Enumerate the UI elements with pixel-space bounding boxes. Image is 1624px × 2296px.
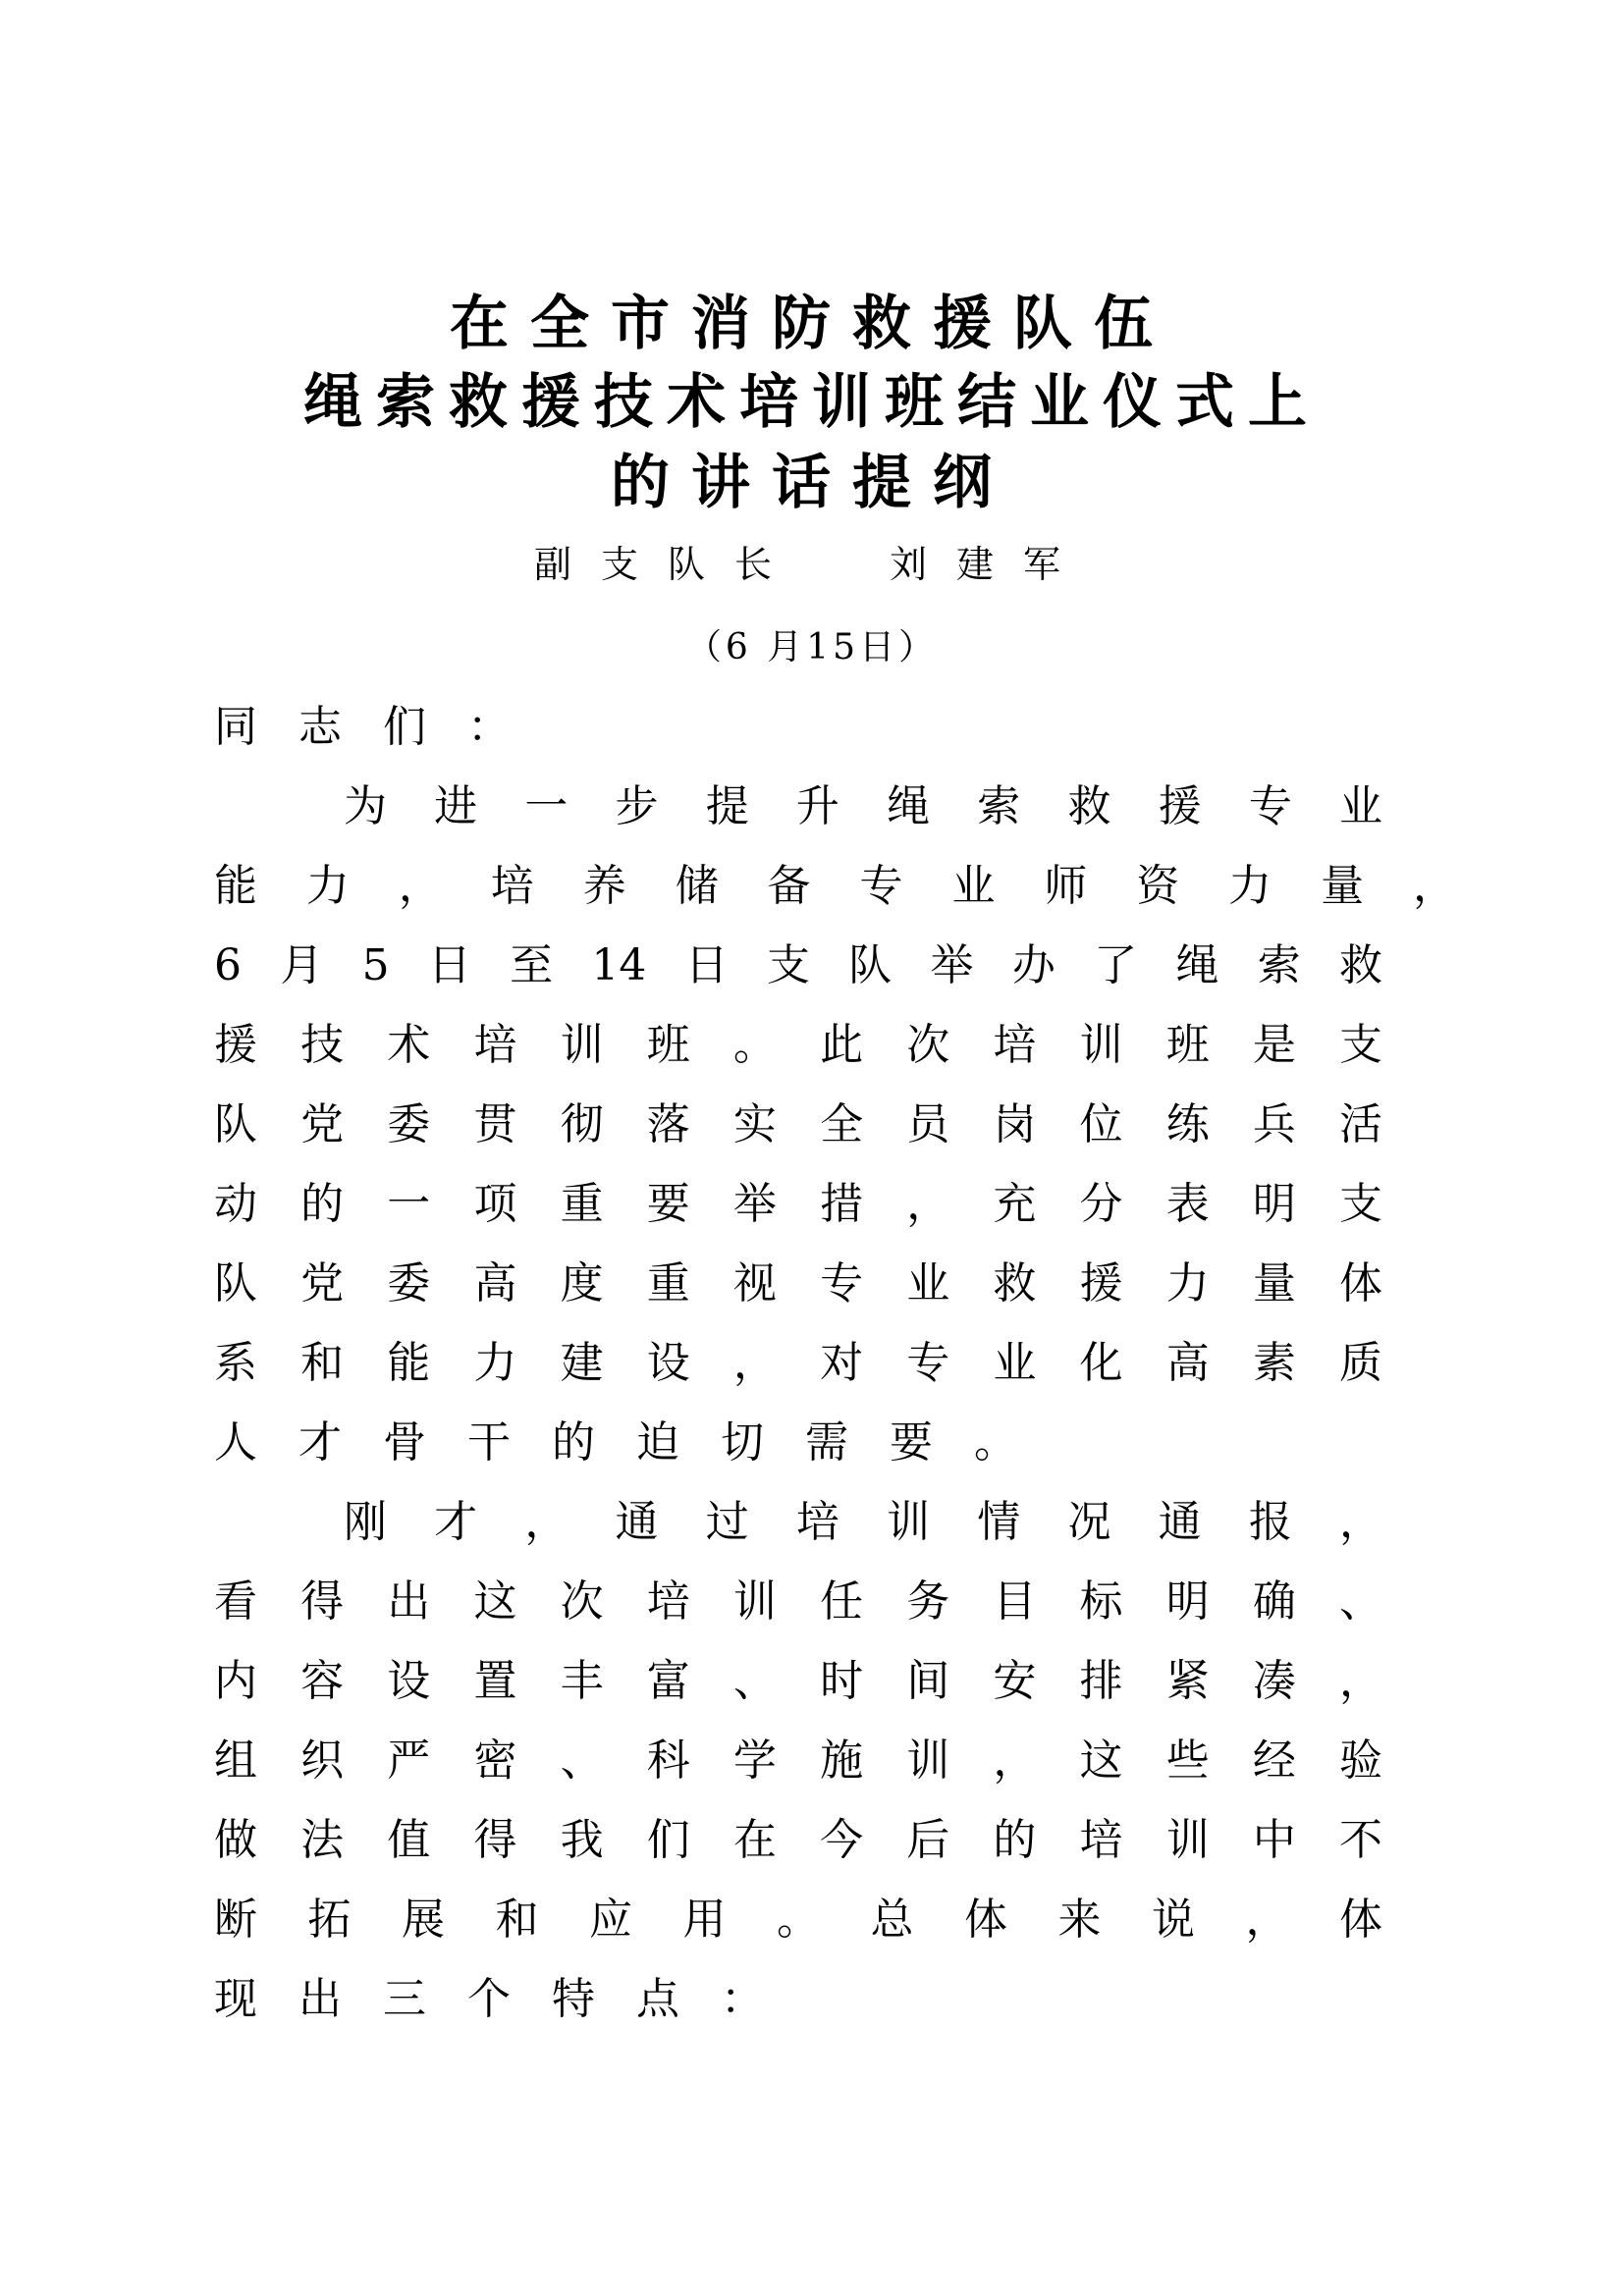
greeting: 同志们： [214, 702, 552, 752]
body-line: 系和能力建设，对专业化高素质 [214, 1338, 1382, 1388]
body-line: 动的一项重要举措，充分表明支 [214, 1179, 1382, 1229]
speaker-byline [0, 540, 1624, 589]
body-line: 为进一步提升绳索救援专业 [344, 781, 1382, 831]
title-line-2: 绳索救援技术培训班结业仪式上 [303, 368, 1321, 437]
body-line: 能力，培养储备专业师资力量， [214, 861, 1456, 911]
body-line: 内容设置丰富、时间安排紧凑， [214, 1656, 1382, 1706]
body-line: 现出三个特点： [214, 1974, 805, 2024]
body-line: 做法值得我们在今后的培训中不 [214, 1815, 1382, 1865]
body-line: 断拓展和应用。总体来说，体 [214, 1895, 1382, 1945]
body-line: 看得出这次培训任务目标明确、 [214, 1576, 1382, 1627]
body-line: 援技术培训班。此次培训班是支 [214, 1020, 1382, 1070]
title-line-1: 在全市消防救援队伍 [450, 290, 1174, 358]
body-line: 队党委高度重视专业救援力量体 [214, 1258, 1382, 1308]
body-line: 6月5日至14日支队举办了绳索救 [214, 940, 1382, 990]
speech-date: （6 月15日） [685, 627, 939, 667]
speaker-role: 副支队长 [533, 543, 801, 586]
speaker-name: 刘建军 [890, 543, 1091, 586]
title-line-3: 的讲话提纲 [611, 449, 1013, 517]
body-line: 组织严密、科学施训，这些经验 [214, 1735, 1382, 1786]
body-line: 队党委贯彻落实全员岗位练兵活 [214, 1099, 1382, 1149]
body-line: 刚才，通过培训情况通报， [344, 1497, 1382, 1547]
body-line: 人才骨干的迫切需要。 [214, 1417, 1058, 1468]
